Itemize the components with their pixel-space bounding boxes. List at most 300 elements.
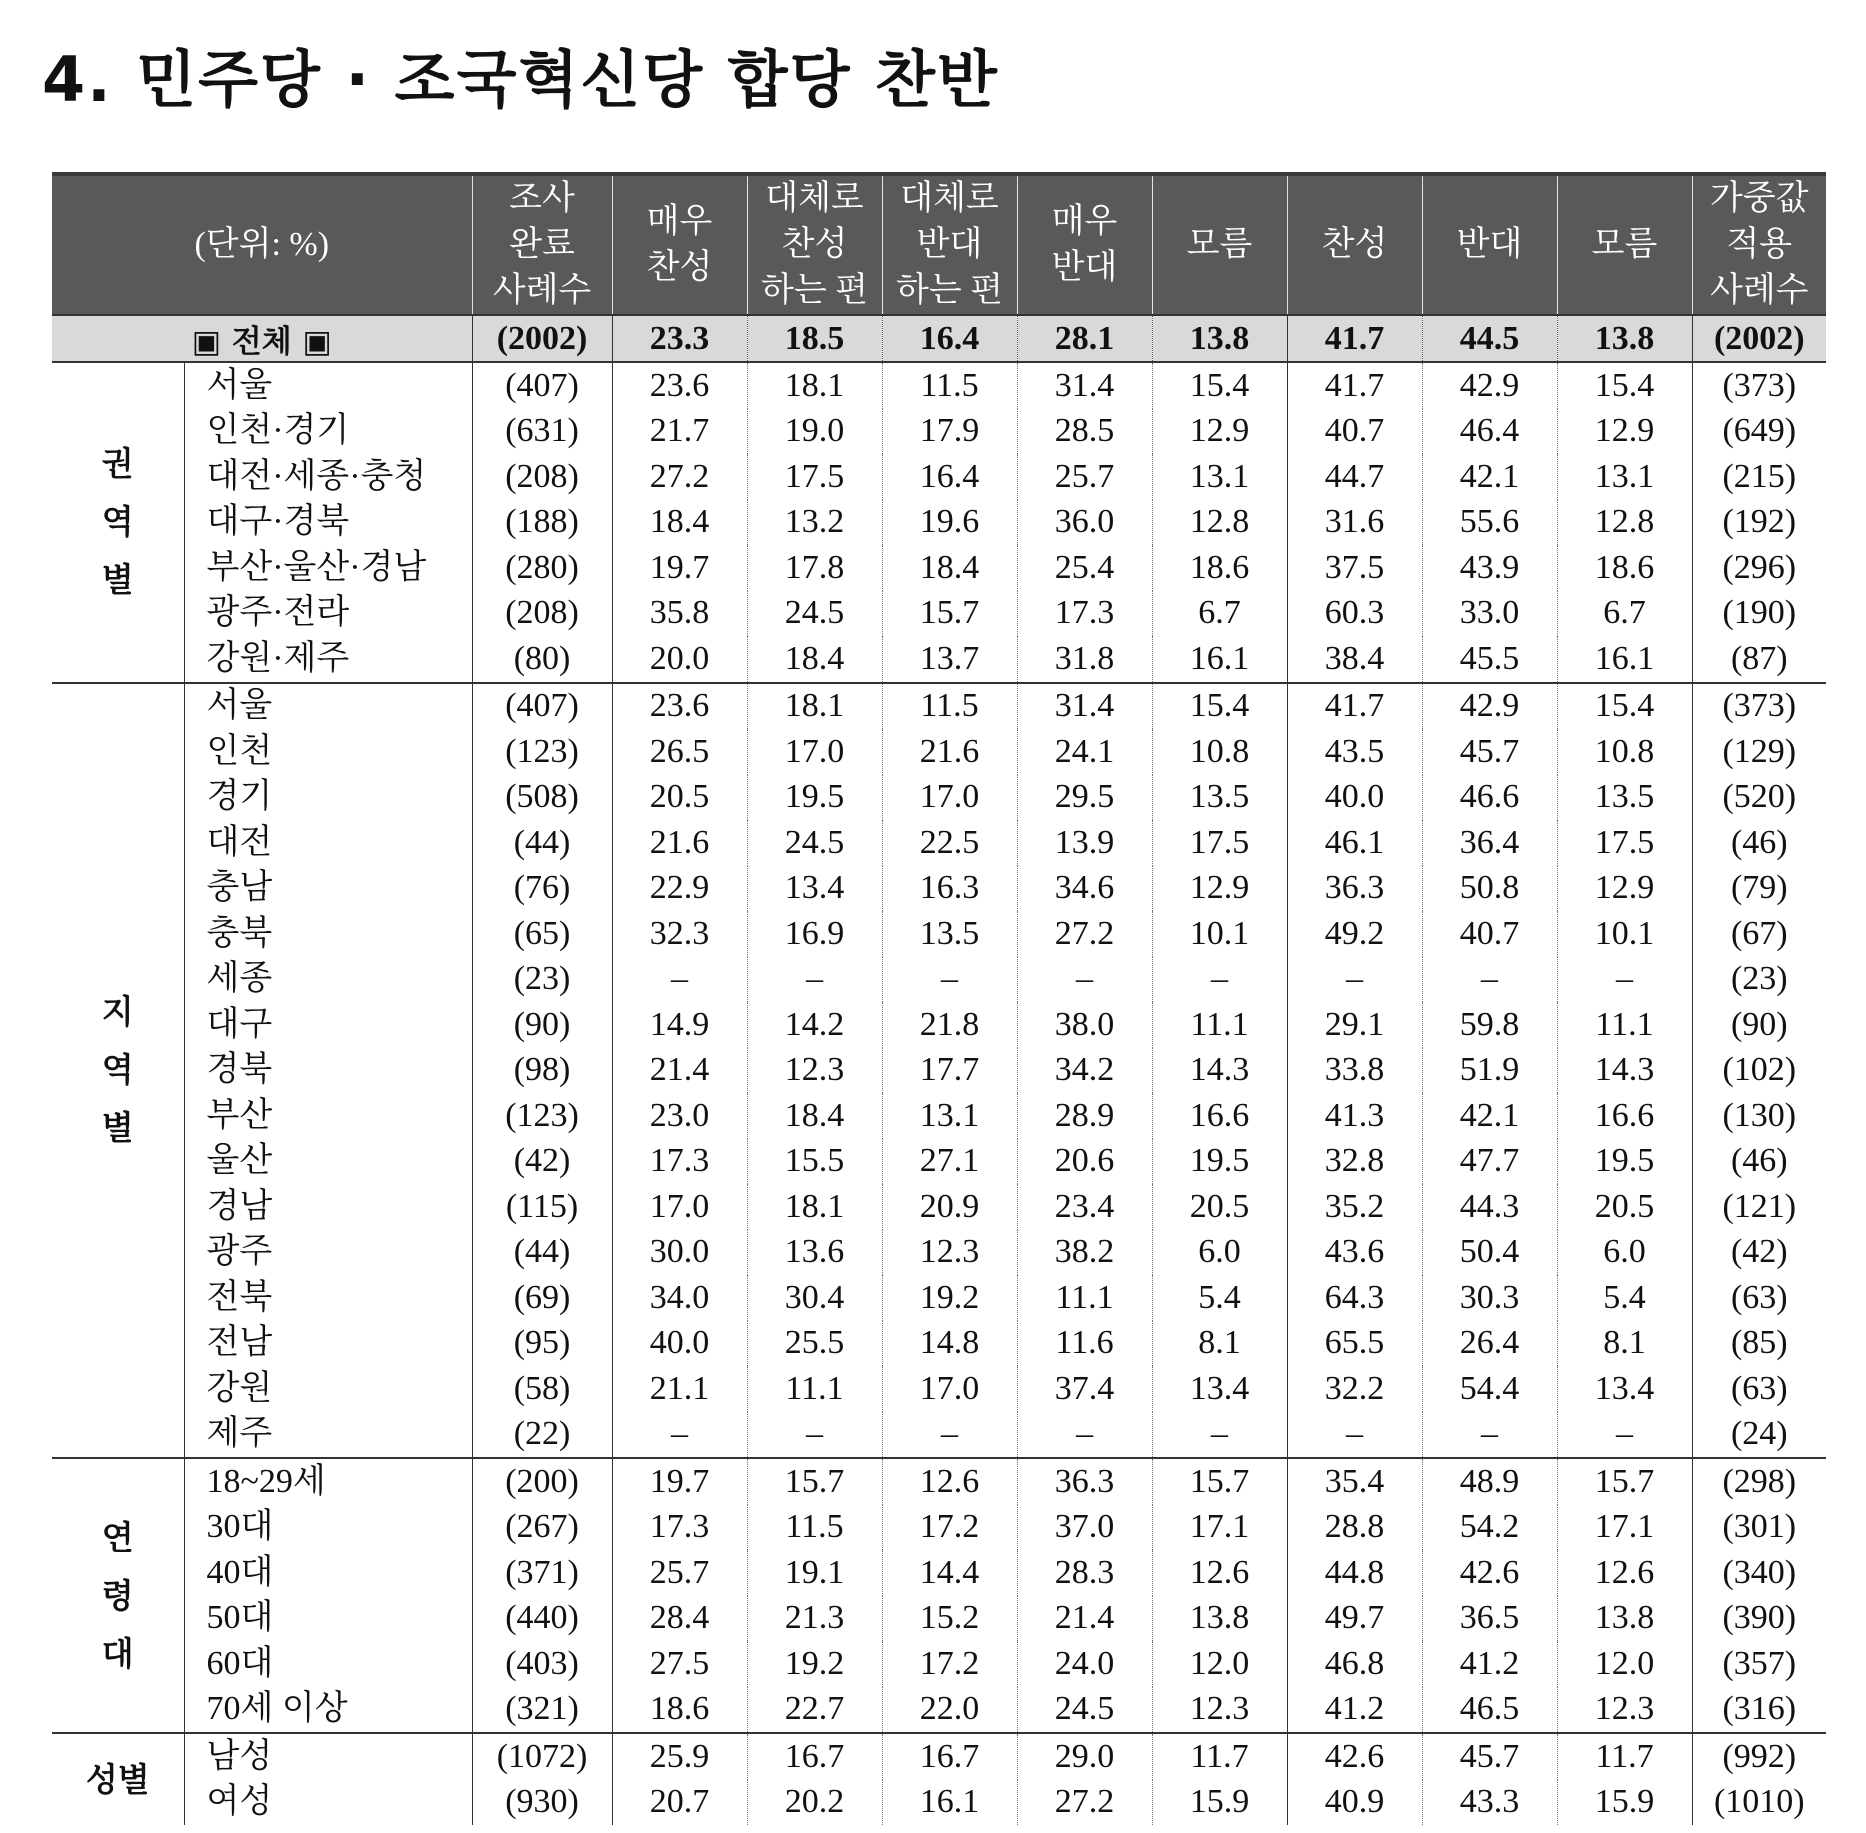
cell-very-disagree: 24.1 bbox=[1017, 729, 1152, 775]
row-label: 울산 bbox=[184, 1139, 472, 1185]
total-dont-know-total: 13.8 bbox=[1557, 315, 1692, 362]
cell-very-agree: 20.0 bbox=[612, 636, 747, 683]
table-row bbox=[52, 1733, 1826, 1780]
cell-sample-size: (90) bbox=[472, 1002, 612, 1048]
table-row bbox=[52, 775, 1826, 821]
cell-sample-size: (280) bbox=[472, 545, 612, 591]
cell-very-disagree: 34.2 bbox=[1017, 1048, 1152, 1094]
header-very-agree bbox=[612, 174, 747, 315]
cell-very-agree: 23.6 bbox=[612, 362, 747, 409]
cell-very-agree: 27.5 bbox=[612, 1641, 747, 1687]
cell-somewhat-agree: 19.1 bbox=[747, 1550, 882, 1596]
cell-agree-total: 40.7 bbox=[1287, 409, 1422, 455]
cell-sample-size: (930) bbox=[472, 1780, 612, 1826]
cell-agree-total: 28.8 bbox=[1287, 1505, 1422, 1551]
cell-very-disagree: 36.0 bbox=[1017, 500, 1152, 546]
cell-dont-know-total: 14.3 bbox=[1557, 1048, 1692, 1094]
cell-very-agree: 40.0 bbox=[612, 1321, 747, 1367]
row-label: 부산 bbox=[184, 1093, 472, 1139]
table-row bbox=[52, 683, 1826, 730]
group-section bbox=[52, 362, 1826, 683]
cell-dont-know: 13.1 bbox=[1152, 454, 1287, 500]
cell-weighted-size: (121) bbox=[1692, 1184, 1826, 1230]
cell-sample-size: (123) bbox=[472, 1093, 612, 1139]
header-sample-size bbox=[472, 174, 612, 315]
header-line: 반대 bbox=[1051, 249, 1118, 286]
cell-very-agree: 25.7 bbox=[612, 1550, 747, 1596]
row-label: 30대 bbox=[184, 1505, 472, 1551]
cell-somewhat-agree: – bbox=[747, 957, 882, 1003]
cell-very-agree: 35.8 bbox=[612, 591, 747, 637]
cell-weighted-size: (90) bbox=[1692, 1002, 1826, 1048]
total-sample-size: (2002) bbox=[472, 315, 612, 362]
cell-disagree-total: 33.0 bbox=[1422, 591, 1557, 637]
cell-very-disagree: 24.0 bbox=[1017, 1641, 1152, 1687]
header-line: 대체로 bbox=[900, 180, 999, 217]
header-disagree-total bbox=[1422, 174, 1557, 315]
cell-dont-know-total: 11.1 bbox=[1557, 1002, 1692, 1048]
cell-somewhat-agree: 22.7 bbox=[747, 1687, 882, 1734]
cell-agree-total: 46.8 bbox=[1287, 1641, 1422, 1687]
cell-very-disagree: 36.3 bbox=[1017, 1458, 1152, 1505]
cell-disagree-total: 59.8 bbox=[1422, 1002, 1557, 1048]
table-row bbox=[52, 866, 1826, 912]
cell-disagree-total: 41.2 bbox=[1422, 1641, 1557, 1687]
table-row bbox=[52, 1002, 1826, 1048]
cell-somewhat-agree: 17.0 bbox=[747, 729, 882, 775]
table-row bbox=[52, 1093, 1826, 1139]
row-label: 세종 bbox=[184, 957, 472, 1003]
cell-sample-size: (76) bbox=[472, 866, 612, 912]
cell-dont-know: 5.4 bbox=[1152, 1275, 1287, 1321]
cell-somewhat-agree: 30.4 bbox=[747, 1275, 882, 1321]
header-line: 모름 bbox=[1591, 226, 1658, 263]
cell-very-agree: 17.0 bbox=[612, 1184, 747, 1230]
row-label: 경남 bbox=[184, 1184, 472, 1230]
cell-somewhat-agree: 12.3 bbox=[747, 1048, 882, 1094]
cell-disagree-total: 54.4 bbox=[1422, 1366, 1557, 1412]
cell-agree-total: 35.4 bbox=[1287, 1458, 1422, 1505]
group-section bbox=[52, 1458, 1826, 1733]
cell-very-disagree: 25.7 bbox=[1017, 454, 1152, 500]
cell-somewhat-disagree: 15.2 bbox=[882, 1596, 1017, 1642]
cell-somewhat-disagree: 17.9 bbox=[882, 409, 1017, 455]
cell-somewhat-agree: 15.5 bbox=[747, 1139, 882, 1185]
row-label: 충북 bbox=[184, 911, 472, 957]
cell-sample-size: (44) bbox=[472, 1230, 612, 1276]
cell-very-disagree: 27.2 bbox=[1017, 911, 1152, 957]
cell-weighted-size: (63) bbox=[1692, 1275, 1826, 1321]
row-label: 광주·전라 bbox=[184, 591, 472, 637]
group-label: 성별 bbox=[52, 1733, 184, 1825]
cell-dont-know: 15.9 bbox=[1152, 1780, 1287, 1826]
cell-somewhat-disagree: 14.8 bbox=[882, 1321, 1017, 1367]
cell-agree-total: 42.6 bbox=[1287, 1733, 1422, 1780]
header-line: 하는 편 bbox=[895, 272, 1004, 309]
cell-dont-know-total: 11.7 bbox=[1557, 1733, 1692, 1780]
header-row bbox=[52, 174, 1826, 315]
cell-somewhat-disagree: 11.5 bbox=[882, 683, 1017, 730]
cell-sample-size: (115) bbox=[472, 1184, 612, 1230]
row-label: 남성 bbox=[184, 1733, 472, 1780]
cell-somewhat-disagree: 22.5 bbox=[882, 820, 1017, 866]
cell-somewhat-disagree: 16.4 bbox=[882, 454, 1017, 500]
cell-dont-know-total: 13.1 bbox=[1557, 454, 1692, 500]
row-label: 서울 bbox=[184, 683, 472, 730]
total-somewhat-agree: 18.5 bbox=[747, 315, 882, 362]
cell-disagree-total: 42.1 bbox=[1422, 1093, 1557, 1139]
group-label: 지 역 별 bbox=[52, 683, 184, 1459]
cell-somewhat-agree: 13.6 bbox=[747, 1230, 882, 1276]
header-agree-total bbox=[1287, 174, 1422, 315]
cell-agree-total: 41.3 bbox=[1287, 1093, 1422, 1139]
row-label: 인천 bbox=[184, 729, 472, 775]
cell-somewhat-disagree: 19.6 bbox=[882, 500, 1017, 546]
cell-weighted-size: (520) bbox=[1692, 775, 1826, 821]
table-row bbox=[52, 1687, 1826, 1734]
cell-disagree-total: 54.2 bbox=[1422, 1505, 1557, 1551]
cell-very-disagree: 13.9 bbox=[1017, 820, 1152, 866]
cell-agree-total: 44.8 bbox=[1287, 1550, 1422, 1596]
cell-sample-size: (69) bbox=[472, 1275, 612, 1321]
cell-somewhat-agree: 25.5 bbox=[747, 1321, 882, 1367]
cell-agree-total: 29.1 bbox=[1287, 1002, 1422, 1048]
cell-very-agree: 20.7 bbox=[612, 1780, 747, 1826]
cell-weighted-size: (340) bbox=[1692, 1550, 1826, 1596]
cell-dont-know: 12.8 bbox=[1152, 500, 1287, 546]
cell-very-disagree: 25.4 bbox=[1017, 545, 1152, 591]
row-label: 대구·경북 bbox=[184, 500, 472, 546]
cell-agree-total: 44.7 bbox=[1287, 454, 1422, 500]
header-line: 조사 bbox=[509, 180, 575, 217]
header-line: 반대 bbox=[916, 226, 983, 263]
cell-very-disagree: 11.6 bbox=[1017, 1321, 1152, 1367]
cell-very-disagree: 31.8 bbox=[1017, 636, 1152, 683]
row-label: 70세 이상 bbox=[184, 1687, 472, 1734]
cell-very-disagree: 37.0 bbox=[1017, 1505, 1152, 1551]
cell-dont-know-total: 12.0 bbox=[1557, 1641, 1692, 1687]
cell-very-disagree: 28.5 bbox=[1017, 409, 1152, 455]
row-label: 전남 bbox=[184, 1321, 472, 1367]
cell-dont-know-total: – bbox=[1557, 957, 1692, 1003]
table-row bbox=[52, 1458, 1826, 1505]
row-label: 인천·경기 bbox=[184, 409, 472, 455]
total-very-disagree: 28.1 bbox=[1017, 315, 1152, 362]
cell-somewhat-agree: 16.7 bbox=[747, 1733, 882, 1780]
cell-dont-know-total: 15.4 bbox=[1557, 683, 1692, 730]
cell-very-agree: 18.6 bbox=[612, 1687, 747, 1734]
cell-somewhat-disagree: 18.4 bbox=[882, 545, 1017, 591]
cell-disagree-total: 45.7 bbox=[1422, 729, 1557, 775]
cell-very-agree: 18.4 bbox=[612, 500, 747, 546]
cell-dont-know: – bbox=[1152, 1412, 1287, 1459]
cell-weighted-size: (46) bbox=[1692, 820, 1826, 866]
cell-very-agree: – bbox=[612, 1412, 747, 1459]
table-row bbox=[52, 1321, 1826, 1367]
cell-dont-know-total: 15.4 bbox=[1557, 362, 1692, 409]
row-label: 제주 bbox=[184, 1412, 472, 1459]
cell-agree-total: 43.5 bbox=[1287, 729, 1422, 775]
cell-weighted-size: (192) bbox=[1692, 500, 1826, 546]
cell-somewhat-disagree: 13.5 bbox=[882, 911, 1017, 957]
group-label: 연 령 대 bbox=[52, 1458, 184, 1733]
table-row bbox=[52, 454, 1826, 500]
cell-dont-know: 15.4 bbox=[1152, 362, 1287, 409]
header-very-disagree bbox=[1017, 174, 1152, 315]
row-label: 경기 bbox=[184, 775, 472, 821]
cell-agree-total: 31.6 bbox=[1287, 500, 1422, 546]
cell-very-agree: 25.9 bbox=[612, 1733, 747, 1780]
cell-very-agree: 34.0 bbox=[612, 1275, 747, 1321]
row-label: 강원·제주 bbox=[184, 636, 472, 683]
cell-dont-know: 16.1 bbox=[1152, 636, 1287, 683]
cell-weighted-size: (992) bbox=[1692, 1733, 1826, 1780]
cell-somewhat-disagree: 14.4 bbox=[882, 1550, 1017, 1596]
header-line: 매우 bbox=[1051, 203, 1118, 240]
cell-disagree-total: 43.9 bbox=[1422, 545, 1557, 591]
cell-very-agree: 28.4 bbox=[612, 1596, 747, 1642]
cell-disagree-total: 40.7 bbox=[1422, 911, 1557, 957]
cell-sample-size: (321) bbox=[472, 1687, 612, 1734]
table-row bbox=[52, 636, 1826, 683]
cell-disagree-total: 36.5 bbox=[1422, 1596, 1557, 1642]
cell-disagree-total: 26.4 bbox=[1422, 1321, 1557, 1367]
cell-dont-know-total: 13.4 bbox=[1557, 1366, 1692, 1412]
cell-dont-know: 20.5 bbox=[1152, 1184, 1287, 1230]
cell-agree-total: 32.2 bbox=[1287, 1366, 1422, 1412]
total-somewhat-disagree: 16.4 bbox=[882, 315, 1017, 362]
cell-agree-total: 36.3 bbox=[1287, 866, 1422, 912]
cell-very-disagree: 28.3 bbox=[1017, 1550, 1152, 1596]
cell-weighted-size: (301) bbox=[1692, 1505, 1826, 1551]
cell-very-disagree: – bbox=[1017, 1412, 1152, 1459]
cell-dont-know: 6.7 bbox=[1152, 591, 1287, 637]
cell-sample-size: (80) bbox=[472, 636, 612, 683]
cell-dont-know: 13.4 bbox=[1152, 1366, 1287, 1412]
cell-agree-total: 65.5 bbox=[1287, 1321, 1422, 1367]
cell-somewhat-disagree: 17.7 bbox=[882, 1048, 1017, 1094]
cell-very-disagree: 24.5 bbox=[1017, 1687, 1152, 1734]
cell-disagree-total: 46.5 bbox=[1422, 1687, 1557, 1734]
cell-weighted-size: (79) bbox=[1692, 866, 1826, 912]
cell-dont-know: 13.5 bbox=[1152, 775, 1287, 821]
cell-sample-size: (631) bbox=[472, 409, 612, 455]
cell-sample-size: (208) bbox=[472, 591, 612, 637]
header-somewhat-disagree bbox=[882, 174, 1017, 315]
cell-dont-know: 12.0 bbox=[1152, 1641, 1287, 1687]
cell-dont-know-total: 16.1 bbox=[1557, 636, 1692, 683]
cell-somewhat-disagree: 12.6 bbox=[882, 1458, 1017, 1505]
cell-dont-know-total: 8.1 bbox=[1557, 1321, 1692, 1367]
cell-sample-size: (22) bbox=[472, 1412, 612, 1459]
header-line: 찬성 bbox=[1321, 226, 1388, 263]
cell-somewhat-disagree: 17.2 bbox=[882, 1641, 1017, 1687]
cell-dont-know: 12.9 bbox=[1152, 409, 1287, 455]
table-row bbox=[52, 591, 1826, 637]
cell-agree-total: 37.5 bbox=[1287, 545, 1422, 591]
cell-sample-size: (371) bbox=[472, 1550, 612, 1596]
cell-dont-know-total: 10.8 bbox=[1557, 729, 1692, 775]
cell-disagree-total: 46.6 bbox=[1422, 775, 1557, 821]
cell-disagree-total: 51.9 bbox=[1422, 1048, 1557, 1094]
page-title: 4. 민주당 · 조국혁신당 합당 찬반 bbox=[42, 43, 999, 116]
cell-very-disagree: 29.0 bbox=[1017, 1733, 1152, 1780]
cell-dont-know-total: 15.9 bbox=[1557, 1780, 1692, 1826]
cell-very-disagree: 31.4 bbox=[1017, 683, 1152, 730]
cell-very-agree: – bbox=[612, 957, 747, 1003]
cell-weighted-size: (649) bbox=[1692, 409, 1826, 455]
cell-agree-total: 40.0 bbox=[1287, 775, 1422, 821]
cell-dont-know-total: 10.1 bbox=[1557, 911, 1692, 957]
cell-very-agree: 14.9 bbox=[612, 1002, 747, 1048]
cell-very-agree: 21.7 bbox=[612, 409, 747, 455]
cell-disagree-total: 43.3 bbox=[1422, 1780, 1557, 1826]
cell-dont-know: 11.7 bbox=[1152, 1733, 1287, 1780]
table-row bbox=[52, 545, 1826, 591]
header-line: 반대 bbox=[1456, 226, 1523, 263]
header-line: 찬성 bbox=[781, 226, 848, 263]
cell-somewhat-agree: 19.2 bbox=[747, 1641, 882, 1687]
cell-agree-total: 43.6 bbox=[1287, 1230, 1422, 1276]
cell-somewhat-agree: 18.4 bbox=[747, 636, 882, 683]
header-line: 완료 bbox=[509, 226, 575, 263]
header-line: 찬성 bbox=[646, 249, 713, 286]
cell-weighted-size: (87) bbox=[1692, 636, 1826, 683]
table-row bbox=[52, 500, 1826, 546]
cell-disagree-total: 45.7 bbox=[1422, 1733, 1557, 1780]
total-very-agree: 23.3 bbox=[612, 315, 747, 362]
cell-somewhat-disagree: 21.8 bbox=[882, 1002, 1017, 1048]
header-weighted-size bbox=[1692, 174, 1826, 315]
cell-very-agree: 22.9 bbox=[612, 866, 747, 912]
cell-very-disagree: 23.4 bbox=[1017, 1184, 1152, 1230]
header-line: 가중값 bbox=[1709, 180, 1809, 217]
cell-dont-know-total: 15.7 bbox=[1557, 1458, 1692, 1505]
cell-dont-know-total: 12.9 bbox=[1557, 409, 1692, 455]
cell-disagree-total: 36.4 bbox=[1422, 820, 1557, 866]
cell-weighted-size: (296) bbox=[1692, 545, 1826, 591]
header-line: 대체로 bbox=[765, 180, 864, 217]
cell-agree-total: 41.2 bbox=[1287, 1687, 1422, 1734]
cell-somewhat-disagree: 19.2 bbox=[882, 1275, 1017, 1321]
cell-very-disagree: 20.6 bbox=[1017, 1139, 1152, 1185]
table-row bbox=[52, 729, 1826, 775]
cell-dont-know-total: 12.6 bbox=[1557, 1550, 1692, 1596]
cell-somewhat-agree: 19.5 bbox=[747, 775, 882, 821]
row-label: 부산·울산·경남 bbox=[184, 545, 472, 591]
header-line: 사례수 bbox=[1709, 272, 1809, 309]
cell-weighted-size: (215) bbox=[1692, 454, 1826, 500]
total-disagree-total: 44.5 bbox=[1422, 315, 1557, 362]
cell-dont-know-total: 20.5 bbox=[1557, 1184, 1692, 1230]
results-table bbox=[52, 172, 1826, 1825]
cell-somewhat-disagree: 20.9 bbox=[882, 1184, 1017, 1230]
cell-very-agree: 23.6 bbox=[612, 683, 747, 730]
cell-very-disagree: 27.2 bbox=[1017, 1780, 1152, 1826]
cell-somewhat-agree: 14.2 bbox=[747, 1002, 882, 1048]
cell-very-agree: 17.3 bbox=[612, 1139, 747, 1185]
cell-agree-total: 49.7 bbox=[1287, 1596, 1422, 1642]
cell-dont-know-total: 6.7 bbox=[1557, 591, 1692, 637]
table-row bbox=[52, 1505, 1826, 1551]
header-line: 매우 bbox=[646, 203, 713, 240]
table-row bbox=[52, 1275, 1826, 1321]
cell-weighted-size: (85) bbox=[1692, 1321, 1826, 1367]
cell-dont-know: 17.5 bbox=[1152, 820, 1287, 866]
cell-agree-total: 38.4 bbox=[1287, 636, 1422, 683]
cell-somewhat-disagree: 17.0 bbox=[882, 1366, 1017, 1412]
cell-dont-know: 17.1 bbox=[1152, 1505, 1287, 1551]
table-row bbox=[52, 1230, 1826, 1276]
cell-somewhat-agree: 17.5 bbox=[747, 454, 882, 500]
cell-disagree-total: 42.9 bbox=[1422, 362, 1557, 409]
cell-weighted-size: (130) bbox=[1692, 1093, 1826, 1139]
table-row bbox=[52, 1641, 1826, 1687]
table-row bbox=[52, 1048, 1826, 1094]
cell-very-agree: 23.0 bbox=[612, 1093, 747, 1139]
row-label: 충남 bbox=[184, 866, 472, 912]
header-line: 하는 편 bbox=[760, 272, 869, 309]
cell-disagree-total: – bbox=[1422, 957, 1557, 1003]
cell-sample-size: (200) bbox=[472, 1458, 612, 1505]
cell-sample-size: (44) bbox=[472, 820, 612, 866]
cell-dont-know: 13.8 bbox=[1152, 1596, 1287, 1642]
header-line: 사례수 bbox=[492, 272, 592, 309]
cell-dont-know-total: 6.0 bbox=[1557, 1230, 1692, 1276]
cell-very-agree: 32.3 bbox=[612, 911, 747, 957]
cell-very-agree: 21.6 bbox=[612, 820, 747, 866]
cell-sample-size: (508) bbox=[472, 775, 612, 821]
cell-disagree-total: 47.7 bbox=[1422, 1139, 1557, 1185]
cell-disagree-total: 46.4 bbox=[1422, 409, 1557, 455]
cell-sample-size: (58) bbox=[472, 1366, 612, 1412]
table-row bbox=[52, 1550, 1826, 1596]
table-row bbox=[52, 911, 1826, 957]
group-section bbox=[52, 1733, 1826, 1825]
cell-disagree-total: 42.1 bbox=[1422, 454, 1557, 500]
cell-somewhat-agree: – bbox=[747, 1412, 882, 1459]
cell-agree-total: 35.2 bbox=[1287, 1184, 1422, 1230]
cell-weighted-size: (129) bbox=[1692, 729, 1826, 775]
cell-disagree-total: 50.8 bbox=[1422, 866, 1557, 912]
cell-dont-know: 12.6 bbox=[1152, 1550, 1287, 1596]
cell-very-disagree: 31.4 bbox=[1017, 362, 1152, 409]
cell-somewhat-disagree: 13.1 bbox=[882, 1093, 1017, 1139]
cell-very-disagree: 28.9 bbox=[1017, 1093, 1152, 1139]
cell-weighted-size: (298) bbox=[1692, 1458, 1826, 1505]
cell-dont-know-total: 13.5 bbox=[1557, 775, 1692, 821]
cell-dont-know-total: 13.8 bbox=[1557, 1596, 1692, 1642]
cell-dont-know-total: 19.5 bbox=[1557, 1139, 1692, 1185]
cell-dont-know-total: 12.3 bbox=[1557, 1687, 1692, 1734]
cell-somewhat-disagree: 15.7 bbox=[882, 591, 1017, 637]
group-section bbox=[52, 683, 1826, 1459]
table-row bbox=[52, 362, 1826, 409]
cell-weighted-size: (373) bbox=[1692, 683, 1826, 730]
cell-somewhat-disagree: 22.0 bbox=[882, 1687, 1017, 1734]
cell-disagree-total: 50.4 bbox=[1422, 1230, 1557, 1276]
cell-agree-total: 46.1 bbox=[1287, 820, 1422, 866]
cell-agree-total: 40.9 bbox=[1287, 1780, 1422, 1826]
cell-somewhat-agree: 18.1 bbox=[747, 1184, 882, 1230]
cell-somewhat-disagree: 16.3 bbox=[882, 866, 1017, 912]
cell-very-disagree: 38.2 bbox=[1017, 1230, 1152, 1276]
cell-sample-size: (123) bbox=[472, 729, 612, 775]
cell-somewhat-agree: 17.8 bbox=[747, 545, 882, 591]
group-label: 권 역 별 bbox=[52, 362, 184, 683]
cell-disagree-total: 55.6 bbox=[1422, 500, 1557, 546]
header-line: 적용 bbox=[1726, 226, 1793, 263]
